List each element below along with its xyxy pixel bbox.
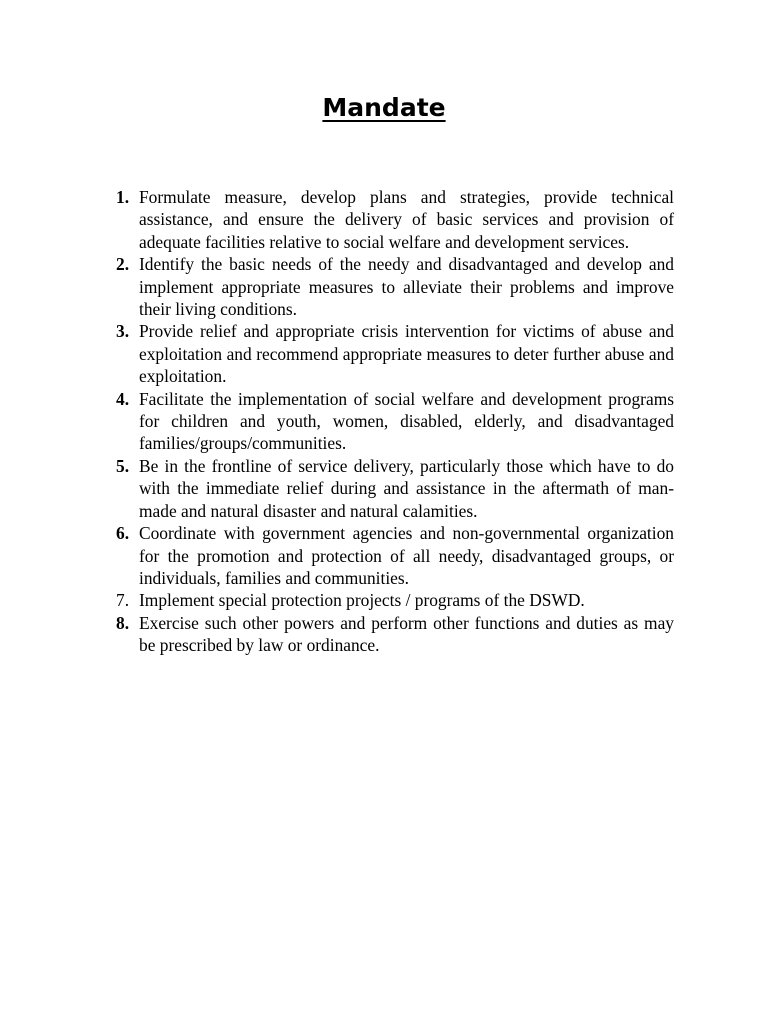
list-item <box>110 455 674 522</box>
list-item <box>110 253 674 320</box>
list-item <box>110 612 674 657</box>
list-item <box>110 186 674 253</box>
list-item <box>110 320 674 387</box>
list-item <box>110 388 674 455</box>
item-text: Formulate measure, develop plans and strategies, provide technical assistance, and ensure the delivery of basic services and provision of adequate facilities relative to social welfare and development services. <box>139 187 674 252</box>
item-text: Identify the basic needs of the needy and disadvantaged and develop and implement appropriate measures to alleviate their problems and improve their living conditions. <box>139 254 674 320</box>
item-text: Implement special protection projects / programs of the DSWD. <box>139 590 585 611</box>
item-text: Facilitate the implementation of social welfare and development programs for children and youth, women, disabled, elderly, and disadvantaged families/groups/communities. <box>139 388 674 454</box>
item-number: 3. <box>116 321 130 342</box>
item-text: Provide relief and appropriate crisis intervention for victims of abuse and exploitation and recommend appropriate measures to deter further abuse and exploitation. <box>139 321 674 387</box>
list-item <box>110 522 674 589</box>
item-number: 8. <box>116 612 130 633</box>
item-text: Exercise such other powers and perform other functions and duties as may be prescribed by law or ordinance. <box>139 612 674 656</box>
item-text: Coordinate with government agencies and non-governmental organization for the promotion and protection of all needy, disadvantaged groups, or individuals, families and communities. <box>139 523 674 588</box>
item-number: 2. <box>116 254 130 275</box>
item-number: 1. <box>116 187 130 207</box>
mandate-list <box>110 186 674 657</box>
item-number: 4. <box>116 388 130 409</box>
item-number: 5. <box>116 455 130 476</box>
item-number: 6. <box>116 523 130 544</box>
page-title: Mandate <box>322 93 446 122</box>
item-text: Be in the frontline of service delivery, particularly those which have to do with the immediate relief during and assistance in the aftermath of man-made and natural disaster and natural calamities. <box>139 455 674 521</box>
item-number: 7. <box>116 590 130 611</box>
list-item <box>110 589 674 611</box>
